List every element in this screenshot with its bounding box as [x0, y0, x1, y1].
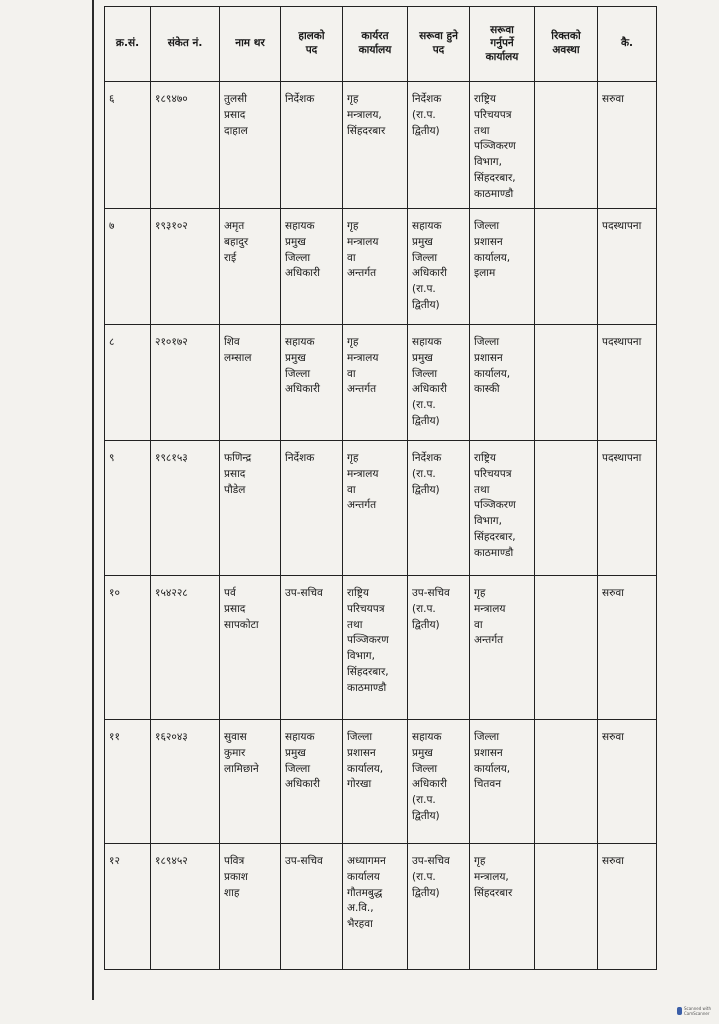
transfer-office-cell	[470, 844, 535, 970]
current-post-cell	[281, 576, 343, 720]
cell-text: सुवास	[224, 731, 247, 743]
cell-text: पौडेल	[224, 483, 246, 496]
table-body	[105, 82, 657, 970]
vacancy-cell	[535, 844, 598, 970]
cell-text: जिल्ला	[412, 251, 438, 264]
cell-text: सिंहदरबार	[474, 886, 513, 899]
cell-text: जिल्ला	[347, 731, 373, 743]
header-serial	[105, 7, 151, 82]
header-text: गर्नुपर्ने	[490, 37, 514, 50]
cell-text: सरुवा	[602, 731, 624, 743]
cell-text: अधिकारी	[285, 383, 320, 396]
cell-text: गृह	[347, 452, 359, 464]
cell-text: (रा.प.	[412, 602, 436, 615]
remarks-cell	[598, 576, 657, 720]
header-name	[220, 7, 281, 82]
cell-text: प्रमुख	[285, 746, 306, 759]
cell-text: अ.वि.,	[347, 902, 374, 915]
header-text: पद	[305, 44, 318, 56]
cell-text: जिल्ला	[285, 762, 311, 775]
cell-text: (रा.प.	[412, 794, 436, 806]
cell-text: कुमार	[224, 746, 246, 759]
current-office-cell	[343, 720, 408, 844]
cell-text: (रा.प.	[412, 467, 436, 480]
transfer-office-cell	[470, 576, 535, 720]
cell-text: १६२०४३	[155, 731, 188, 743]
cell-text: सरुवा	[602, 855, 624, 867]
cell-text: कार्यालय,	[474, 762, 511, 775]
vacancy-cell	[535, 720, 598, 844]
cell-text: (रा.प.	[412, 399, 436, 411]
cell-text: द्वितीय)	[412, 809, 440, 822]
scanner-text-1: Scanned with	[683, 1006, 711, 1011]
transfer-post-cell	[408, 844, 470, 970]
cell-text: चितवन	[474, 778, 502, 791]
transfer-office-cell	[470, 82, 535, 209]
header-remarks	[598, 7, 657, 82]
table-row	[105, 82, 657, 209]
table-row	[105, 441, 657, 576]
cell-text: गृह	[347, 336, 359, 348]
cell-text: प्रसाद	[224, 602, 246, 615]
cell-text: सहायक	[285, 336, 315, 348]
cell-text: तथा	[474, 124, 490, 137]
name-cell	[220, 209, 281, 325]
cell-text: प्रसाद	[224, 108, 246, 121]
cell-text: निर्देशक	[285, 93, 315, 105]
name-cell	[220, 576, 281, 720]
cell-text: द्वितीय)	[412, 483, 440, 496]
remarks-cell	[598, 209, 657, 325]
cell-text: प्रमुख	[412, 235, 433, 248]
cell-text: (रा.प.	[412, 108, 436, 121]
cell-text: १९३१०२	[155, 220, 188, 232]
table-row	[105, 576, 657, 720]
cell-text: तथा	[474, 483, 490, 496]
cell-text: अध्यागमन	[347, 855, 386, 867]
cell-text: मन्त्रालय	[347, 351, 379, 364]
camscanner-badge	[677, 1004, 711, 1018]
table-header-row	[105, 7, 657, 82]
cell-text: जिल्ला	[474, 731, 500, 743]
cell-text: निर्देशक	[285, 452, 315, 464]
page-left-border	[92, 0, 94, 1000]
cell-text: सरुवा	[602, 587, 624, 599]
code-cell	[151, 209, 220, 325]
transfer-office-cell	[470, 441, 535, 576]
header-text: क्र.सं.	[115, 37, 140, 50]
current-office-cell	[343, 209, 408, 325]
name-cell	[220, 720, 281, 844]
current-post-cell	[281, 441, 343, 576]
current-office-cell	[343, 82, 408, 209]
cell-text: प्रशासन	[474, 351, 503, 364]
cell-text: (रा.प.	[412, 283, 436, 295]
cell-text: पञ्जिकरण	[347, 634, 389, 647]
cell-text: भैरहवा	[347, 918, 373, 930]
cell-text: प्रमुख	[285, 351, 306, 364]
cell-text: पर्व	[224, 587, 236, 599]
current-office-cell	[343, 576, 408, 720]
cell-text: निर्देशक	[412, 452, 442, 464]
cell-text: जिल्ला	[285, 367, 311, 380]
vacancy-cell	[535, 209, 598, 325]
transfer-office-cell	[470, 209, 535, 325]
transfer-post-cell	[408, 720, 470, 844]
cell-text: ११	[109, 731, 120, 743]
cell-text: मन्त्रालय	[347, 235, 379, 248]
cell-text: मन्त्रालय,	[347, 108, 382, 121]
cell-text: दाहाल	[224, 124, 248, 137]
current-office-cell	[343, 844, 408, 970]
header-transfer-office	[470, 7, 535, 82]
cell-text: १०	[109, 587, 120, 599]
cell-text: जिल्ला	[474, 336, 500, 348]
header-current-post	[281, 7, 343, 82]
cell-text: प्रकाश	[224, 870, 248, 883]
cell-text: अमृत	[224, 220, 245, 232]
cell-text: सहायक	[412, 336, 442, 348]
cell-text: अधिकारी	[285, 778, 320, 791]
cell-text: मन्त्रालय	[347, 467, 379, 480]
current-office-cell	[343, 325, 408, 441]
cell-text: द्वितीय)	[412, 886, 440, 899]
cell-text: राष्ट्रिय	[474, 452, 496, 464]
remarks-cell	[598, 844, 657, 970]
cell-text: बहादुर	[224, 235, 249, 248]
cell-text: राष्ट्रिय	[347, 587, 369, 599]
cell-text: सहायक	[412, 220, 442, 232]
cell-text: पदस्थापना	[602, 336, 642, 348]
name-cell	[220, 325, 281, 441]
vacancy-cell	[535, 82, 598, 209]
cell-text: उप-सचिव	[285, 587, 323, 599]
remarks-cell	[598, 720, 657, 844]
current-post-cell	[281, 844, 343, 970]
cell-text: अधिकारी	[412, 383, 447, 396]
header-text: नाम थर	[235, 37, 265, 50]
code-cell	[151, 325, 220, 441]
cell-text: सिंहदरबार,	[474, 171, 516, 184]
cell-text: उप-सचिव	[412, 855, 450, 867]
vacancy-cell	[535, 325, 598, 441]
current-post-cell	[281, 325, 343, 441]
cell-text: सिंहदरबार,	[474, 530, 516, 543]
cell-text: राष्ट्रिय	[474, 93, 496, 105]
cell-text: जिल्ला	[285, 251, 311, 264]
cell-text: इलाम	[474, 267, 496, 280]
cell-text: २१०१७२	[155, 336, 188, 348]
cell-text: ७	[109, 220, 115, 232]
code-cell	[151, 576, 220, 720]
cell-text: पदस्थापना	[602, 452, 642, 464]
transfer-table	[104, 6, 657, 970]
serial-cell	[105, 209, 151, 325]
cell-text: १८९४५२	[155, 855, 188, 867]
cell-text: अधिकारी	[412, 267, 447, 280]
cell-text: विभाग,	[474, 156, 502, 168]
cell-text: ६	[109, 93, 115, 105]
cell-text: कार्यालय,	[474, 251, 511, 264]
cell-text: अन्तर्गत	[474, 634, 504, 647]
cell-text: परिचयपत्र	[474, 108, 512, 121]
cell-text: जिल्ला	[412, 762, 438, 775]
cell-text: अन्तर्गत	[347, 383, 377, 396]
cell-text: मन्त्रालय,	[474, 870, 509, 883]
header-vacancy	[535, 7, 598, 82]
cell-text: अधिकारी	[412, 778, 447, 791]
table-row	[105, 209, 657, 325]
cell-text: वा	[347, 483, 356, 496]
cell-text: सिंहदरबार	[347, 124, 386, 137]
header-text: संकेत नं.	[167, 37, 203, 50]
transfer-office-cell	[470, 325, 535, 441]
cell-text: अधिकारी	[285, 267, 320, 280]
cell-text: विभाग,	[474, 515, 502, 527]
vacancy-cell	[535, 576, 598, 720]
cell-text: प्रमुख	[285, 235, 306, 248]
table-row	[105, 844, 657, 970]
current-post-cell	[281, 209, 343, 325]
cell-text: गृह	[474, 855, 486, 867]
serial-cell	[105, 844, 151, 970]
cell-text: अन्तर्गत	[347, 267, 377, 280]
cell-text: कार्यालय,	[474, 367, 511, 380]
cell-text: ९	[109, 452, 115, 464]
cell-text: अन्तर्गत	[347, 499, 377, 512]
header-text: सरूवा हुने	[419, 30, 458, 43]
cell-text: द्वितीय)	[412, 298, 440, 311]
cell-text: गोरखा	[347, 778, 372, 791]
header-text: कार्यरत	[361, 30, 389, 43]
cell-text: १८९४७०	[155, 93, 188, 105]
vacancy-cell	[535, 441, 598, 576]
remarks-cell	[598, 325, 657, 441]
serial-cell	[105, 441, 151, 576]
header-text: कार्यालय	[358, 44, 392, 56]
code-cell	[151, 82, 220, 209]
cell-text: सरुवा	[602, 93, 624, 105]
cell-text: वा	[474, 618, 483, 631]
header-text: हालको	[298, 30, 325, 43]
remarks-cell	[598, 441, 657, 576]
cell-text: लम्साल	[224, 351, 252, 364]
table-row	[105, 325, 657, 441]
cell-text: प्रशासन	[474, 746, 503, 759]
cell-text: सिंहदरबार,	[347, 665, 389, 678]
cell-text: पवित्र	[224, 855, 245, 867]
cell-text: कार्यालय	[347, 870, 380, 883]
serial-cell	[105, 576, 151, 720]
cell-text: कास्की	[474, 383, 500, 396]
cell-text: गृह	[347, 220, 359, 232]
cell-text: सापकोटा	[224, 618, 259, 631]
transfer-post-cell	[408, 82, 470, 209]
scanner-text-2: CamScanner	[683, 1011, 710, 1016]
cell-text: विभाग,	[347, 650, 375, 662]
cell-text: १९८१५३	[155, 452, 188, 464]
cell-text: वा	[347, 367, 356, 380]
cell-text: प्रशासन	[347, 746, 376, 759]
table-row	[105, 720, 657, 844]
code-cell	[151, 720, 220, 844]
serial-cell	[105, 720, 151, 844]
header-text: सरूवा	[490, 23, 514, 36]
cell-text: १५४२२८	[155, 587, 188, 599]
cell-text: जिल्ला	[474, 220, 500, 232]
cell-text: काठमाण्डौ	[347, 681, 387, 694]
cell-text: जिल्ला	[412, 367, 438, 380]
header-text: रिक्तको	[551, 30, 581, 43]
header-code	[151, 7, 220, 82]
camscanner-logo-icon	[677, 1007, 682, 1015]
cell-text: द्वितीय)	[412, 124, 440, 137]
cell-text: पञ्जिकरण	[474, 140, 516, 153]
cell-text: उप-सचिव	[412, 587, 450, 599]
cell-text: द्वितीय)	[412, 618, 440, 631]
transfer-post-cell	[408, 441, 470, 576]
cell-text: उप-सचिव	[285, 855, 323, 867]
cell-text: गृह	[347, 93, 359, 105]
cell-text: राई	[224, 251, 237, 264]
transfer-post-cell	[408, 209, 470, 325]
cell-text: प्रशासन	[474, 235, 503, 248]
cell-text: काठमाण्डौ	[474, 187, 514, 200]
header-text: कार्यालय	[485, 50, 519, 63]
cell-text: द्वितीय)	[412, 414, 440, 427]
cell-text: तथा	[347, 618, 363, 631]
remarks-cell	[598, 82, 657, 209]
cell-text: प्रमुख	[412, 351, 433, 364]
code-cell	[151, 844, 220, 970]
cell-text: शिव	[224, 336, 240, 348]
cell-text: ८	[109, 336, 115, 348]
name-cell	[220, 441, 281, 576]
current-post-cell	[281, 82, 343, 209]
header-transfer-post	[408, 7, 470, 82]
cell-text: कार्यालय,	[347, 762, 384, 775]
header-current-office	[343, 7, 408, 82]
cell-text: परिचयपत्र	[474, 467, 512, 480]
transfer-post-cell	[408, 576, 470, 720]
cell-text: परिचयपत्र	[347, 602, 385, 615]
cell-text: फणिन्द्र	[224, 452, 252, 464]
cell-text: सहायक	[412, 731, 442, 743]
cell-text: तुलसी	[224, 93, 247, 105]
cell-text: प्रमुख	[412, 746, 433, 759]
transfer-office-cell	[470, 720, 535, 844]
cell-text: सहायक	[285, 220, 315, 232]
cell-text: १२	[109, 855, 120, 867]
name-cell	[220, 82, 281, 209]
current-office-cell	[343, 441, 408, 576]
cell-text: गौतमबुद्ध	[347, 886, 383, 899]
cell-text: पदस्थापना	[602, 220, 642, 232]
header-text: अवस्था	[552, 44, 580, 56]
cell-text: काठमाण्डौ	[474, 546, 514, 559]
name-cell	[220, 844, 281, 970]
transfer-post-cell	[408, 325, 470, 441]
cell-text: निर्देशक	[412, 93, 442, 105]
cell-text: (रा.प.	[412, 870, 436, 883]
cell-text: मन्त्रालय	[474, 602, 506, 615]
cell-text: लामिछाने	[224, 762, 259, 775]
code-cell	[151, 441, 220, 576]
cell-text: प्रसाद	[224, 467, 246, 480]
header-text: कै.	[620, 37, 634, 50]
current-post-cell	[281, 720, 343, 844]
cell-text: वा	[347, 251, 356, 264]
cell-text: शाह	[224, 886, 240, 899]
cell-text: सहायक	[285, 731, 315, 743]
serial-cell	[105, 325, 151, 441]
serial-cell	[105, 82, 151, 209]
cell-text: गृह	[474, 587, 486, 599]
header-text: पद	[432, 44, 445, 56]
cell-text: पञ्जिकरण	[474, 499, 516, 512]
